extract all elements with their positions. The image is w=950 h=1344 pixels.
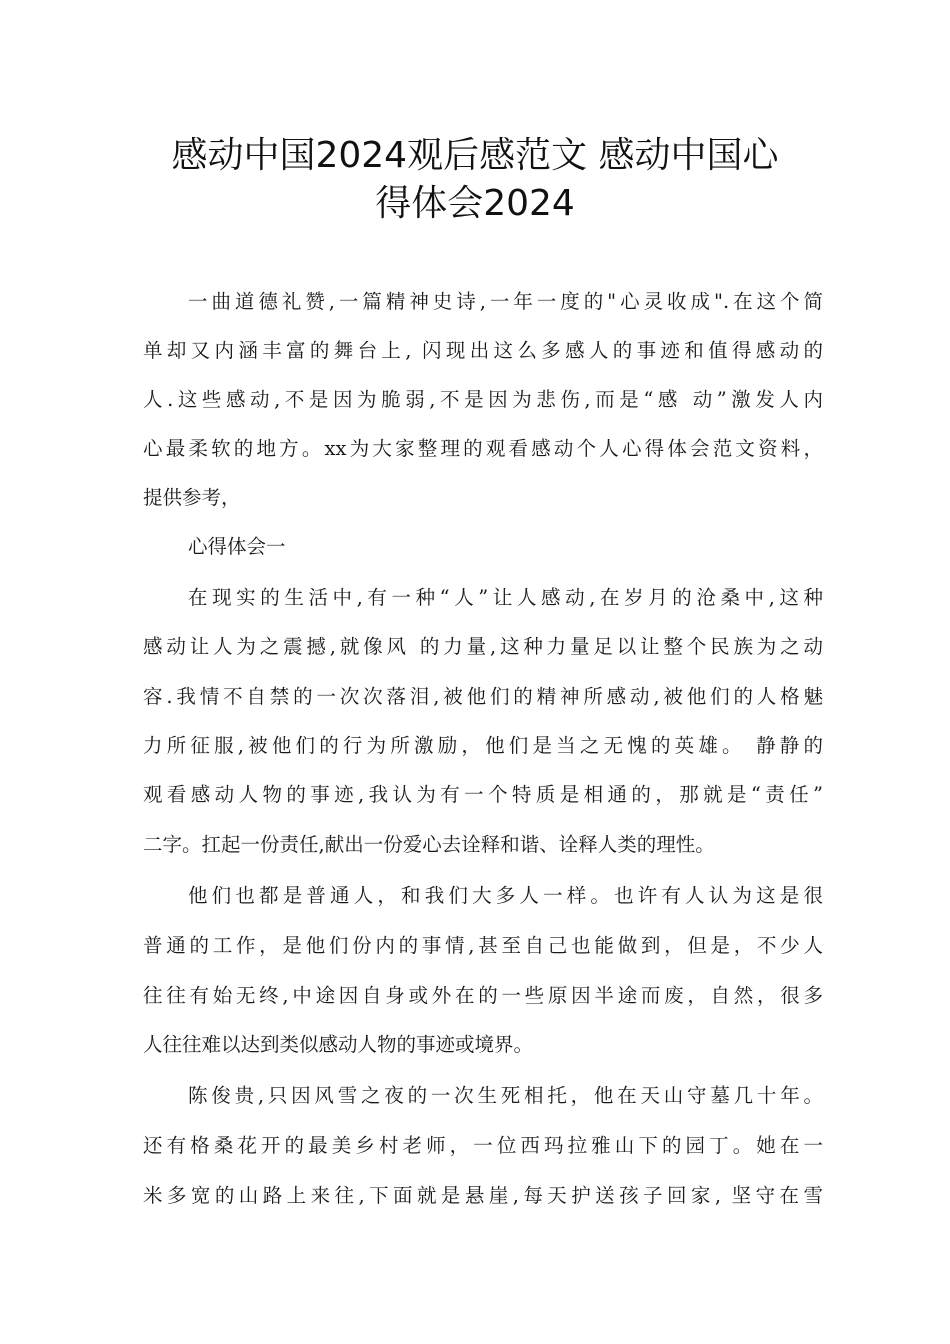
paragraph-line: 他们也都是普通人，和我们大多人一样。也许有人认为这是很 xyxy=(188,884,823,907)
paragraph-line: 力所征服,被他们的行为所激励，他们是当之无愧的英雄。 静静的 xyxy=(143,734,823,757)
paragraph-line: 还有格桑花开的最美乡村老师，一位西玛拉雅山下的园丁。她在一 xyxy=(143,1134,823,1157)
paragraph-line: 感动让人为之震撼,就像风 的力量,这种力量足以让整个民族为之动 xyxy=(143,635,823,658)
paragraph-line: 一曲道德礼赞,一篇精神史诗,一年一度的"心灵收成".在这个简 xyxy=(188,290,823,313)
paragraph-line: 人往往难以达到类似感动人物的事迹或境界。 xyxy=(143,1033,534,1056)
paragraph-line: 容.我情不自禁的一次次落泪,被他们的精神所感动,被他们的人格魅 xyxy=(143,685,823,708)
paragraph-line: 米多宽的山路上来往,下面就是悬崖,每天护送孩子回家, 坚守在雪 xyxy=(143,1184,823,1207)
paragraph-line: 往往有始无终,中途因自身或外在的一些原因半途而废，自然，很多 xyxy=(143,984,823,1007)
document-title-line-2: 得体会2024 xyxy=(375,183,575,224)
document-title-line-1: 感动中国2024观后感范文 感动中国心 xyxy=(171,135,779,176)
paragraph-line: 提供参考， xyxy=(143,486,241,509)
paragraph-line: 在现实的生活中,有一种“人”让人感动,在岁月的沧桑中,这种 xyxy=(188,586,823,609)
paragraph-line: 观看感动人物的事迹,我认为有一个特质是相通的，那就是“责任” xyxy=(143,783,823,806)
paragraph-line: 单却又内涵丰富的舞台上, 闪现出这么多感人的事迹和值得感动的 xyxy=(143,339,823,362)
paragraph-line: 陈俊贵,只因风雪之夜的一次生死相托，他在天山守墓几十年。 xyxy=(188,1084,823,1107)
paragraph-line: 普通的工作，是他们份内的事情,甚至自己也能做到，但是，不少人 xyxy=(143,934,823,957)
section-heading: 心得体会一 xyxy=(188,535,286,558)
paragraph-line: 人.这些感动,不是因为脆弱,不是因为悲伤,而是“感 动”激发人内 xyxy=(143,388,823,411)
paragraph-line: 心最柔软的地方。xx为大家整理的观看感动个人心得体会范文资料， xyxy=(143,437,823,460)
paragraph-line: 二字。扛起一份责任,献出一份爱心去诠释和谐、诠释人类的理性。 xyxy=(143,833,715,856)
